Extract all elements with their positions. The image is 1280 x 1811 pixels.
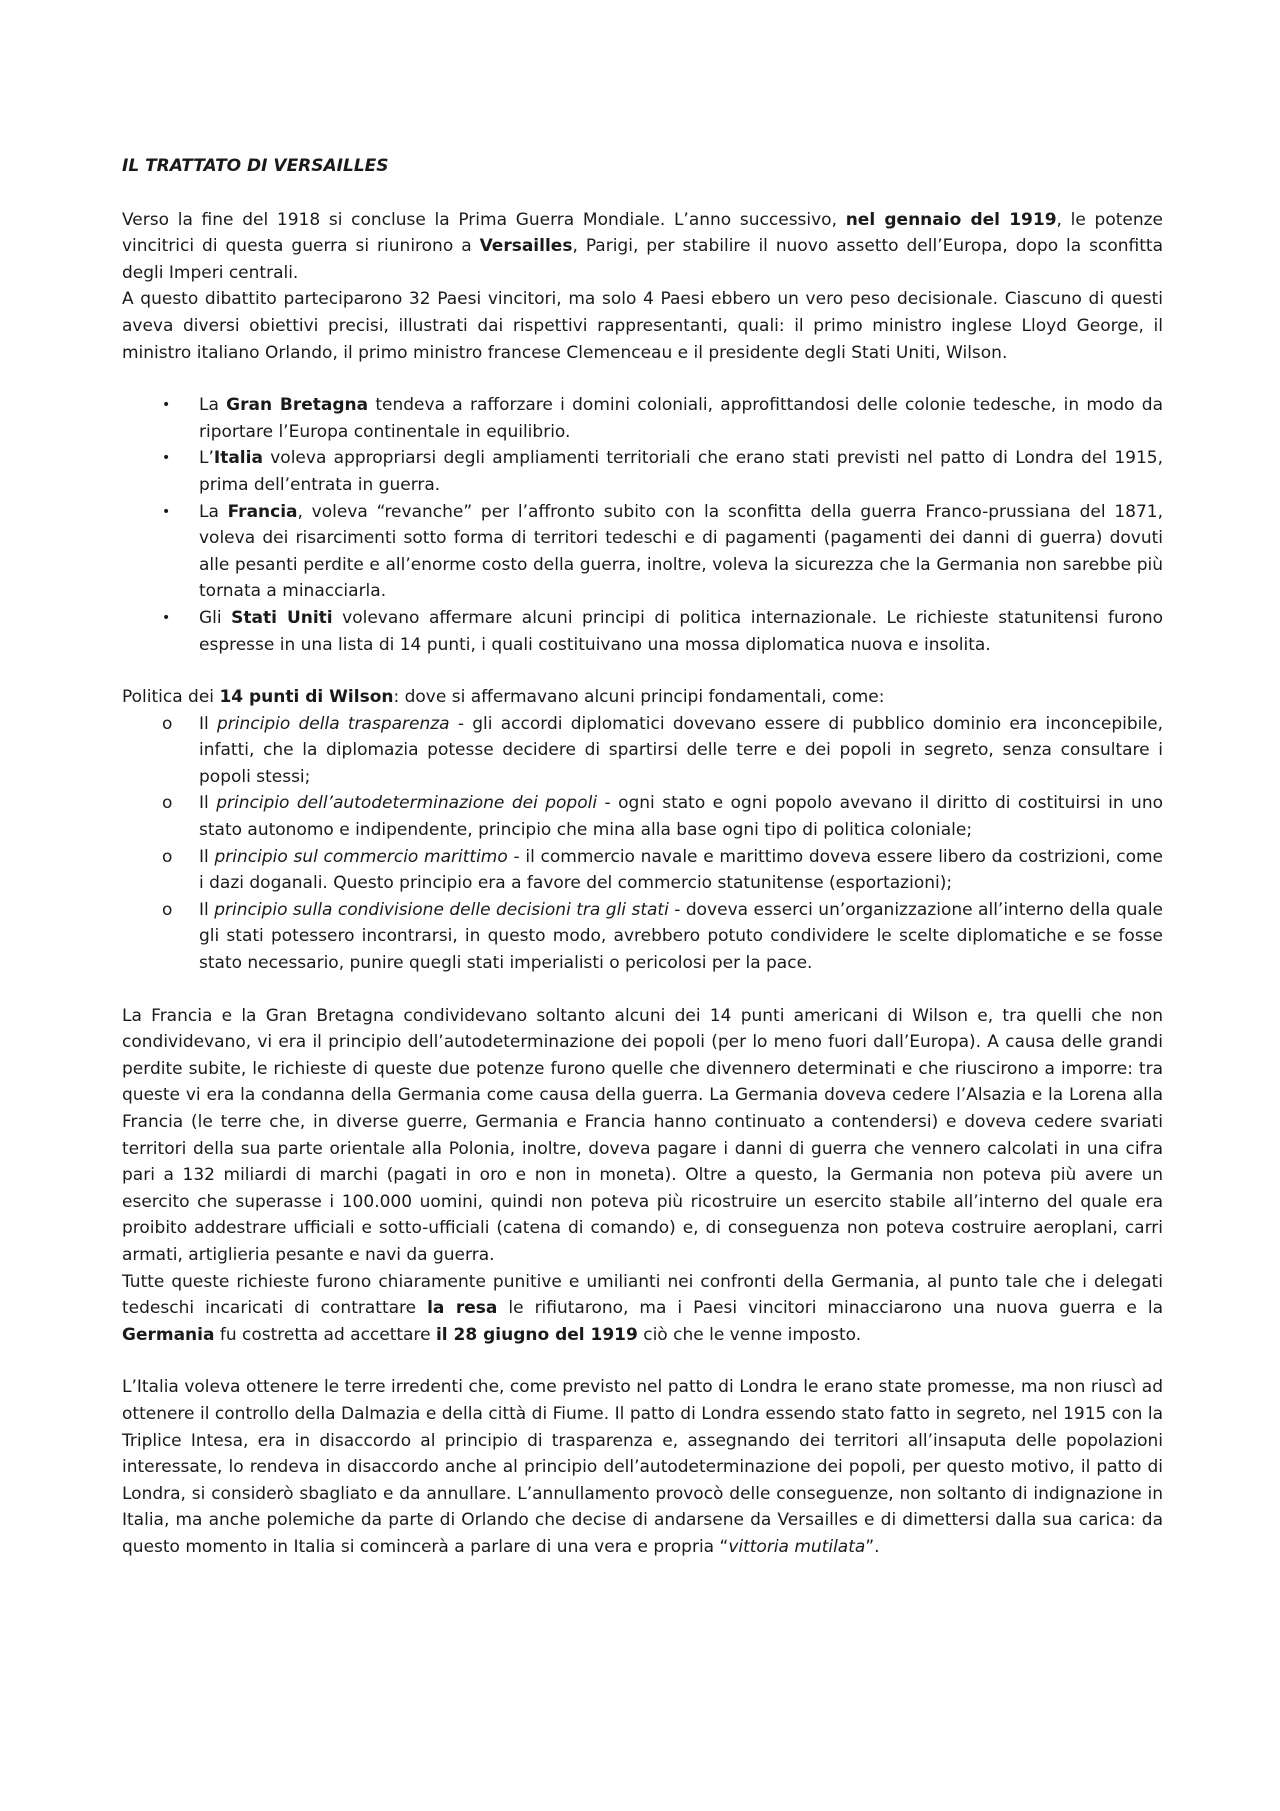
document-page [122, 153, 1163, 1561]
circle-bullet-icon: o [162, 713, 173, 734]
bullet-icon: • [162, 397, 171, 414]
list-item: o Il principio sul commercio marittimo - il commercio navale e marittimo doveva essere libero da costrizioni, come i dazi doganali. Questo principio era a favore del commercio statunitense (esportazioni); [122, 844, 1163, 897]
intro-paragraph-2: A questo dibattito parteciparono 32 Paesi vincitori, ma solo 4 Paesi ebbero un vero peso decisionale. Ciascuno di questi aveva diversi obiettivi precisi, illustrati dai rispettivi rappresentanti, quali: il primo ministro inglese Lloyd George, il ministro italiano Orlando, il primo ministro francese Clemenceau e il presidente degli Stati Uniti, Wilson. [122, 289, 1163, 363]
punitive-paragraph: Tutte queste richieste furono chiaramente punitive e umilianti nei confronti della Germania, al punto tale che i delegati tedeschi incaricati di contrattare la resa le rifiutarono, ma i Paesi vincitori minacciarono una nuova guerra e la Germania fu costretta ad accettare il 28 giugno del 1919 ciò che le venne imposto. [122, 1271, 1163, 1345]
list-item: o Il principio dell’autodeterminazione dei popoli - ogni stato e ogni popolo avevano il diritto di costituirsi in uno stato autonomo e indipendente, principio che mina alla base ogni tipo di politica coloniale; [122, 790, 1163, 843]
intro-paragraph-1: Verso la fine del 1918 si concluse la Prima Guerra Mondiale. L’anno successivo, nel gennaio del 1919, le potenze vincitrici di questa guerra si riunirono a Versailles, Parigi, per stabilire il nuovo assetto dell’Europa, dopo la sconfitta degli Imperi centrali. [122, 209, 1164, 283]
list-item: • La Gran Bretagna tendeva a rafforzare i domini coloniali, approfittandosi delle colonie tedesche, in modo da riportare l’Europa continentale in equilibrio. [122, 392, 1163, 445]
bullet-icon: • [162, 450, 171, 467]
italy-paragraph: L’Italia voleva ottenere le terre irredenti che, come previsto nel patto di Londra le erano state promesse, ma non riuscì ad ottenere il controllo della Dalmazia e della città di Fiume. Il patto di Londra essendo stato fatto in segreto, nel 1915 con la Triplice Intesa, era in disaccordo al principio di trasparenza e, assegnando dei territori all’insaputa delle popolazioni interessate, lo rendeva in disaccordo anche al principio dell’autodeterminazione dei popoli, per questo motivo, il patto di Londra, si considerò sbagliato e da annullare. L’annullamento provocò delle conseguenze, non soltanto di indignazione in Italia, ma anche polemiche da parte di Orlando che decise di andarsene da Versailles e di dimettersi dalla sua carica: da questo momento in Italia si comincerà a parlare di una vera e propria “vittoria mutilata”. [122, 1377, 1163, 1557]
list-item: • L’Italia voleva appropriarsi degli ampliamenti territoriali che erano stati previsti nel patto di Londra del 1915, prima dell’entrata in guerra. [122, 445, 1163, 498]
powers-list [122, 392, 1163, 658]
circle-bullet-icon: o [162, 846, 173, 867]
principles-list [122, 711, 1163, 977]
circle-bullet-icon: o [162, 793, 173, 814]
wilson-paragraph: Politica dei 14 punti di Wilson: dove si affermavano alcuni principi fondamentali, come: [122, 687, 885, 708]
circle-bullet-icon: o [162, 899, 173, 920]
list-item: • Gli Stati Uniti volevano affermare alcuni principi di politica internazionale. Le richieste statunitensi furono espresse in una lista di 14 punti, i quali costituivano una mossa diplomatica nuova e insolita. [122, 605, 1163, 658]
list-item: o Il principio sulla condivisione delle decisioni tra gli stati - doveva esserci un’organizzazione all’interno della quale gli stati potessero incontrarsi, in questo modo, avrebbero potuto condividere le scelte diplomatiche e se fosse stato necessario, punire quegli stati imperialisti o pericolosi per la pace. [122, 897, 1163, 977]
bullet-icon: • [162, 609, 171, 626]
france-paragraph: La Francia e la Gran Bretagna condividevano soltanto alcuni dei 14 punti americani di Wilson e, tra quelli che non condividevano, vi era il principio dell’autodeterminazione dei popoli (per lo meno fuori dall’Europa). A causa delle grandi perdite subite, le richieste di queste due potenze furono quelle che divennero determinati e che riuscirono a imporre: tra queste vi era la condanna della Germania come causa della guerra. La Germania doveva cedere l’Alsazia e la Lorena alla Francia (le terre che, in diverse guerre, Germania e Francia hanno continuato a contendersi) e doveva cedere svariati territori della sua parte orientale alla Polonia, inoltre, doveva pagare i danni di guerra che vennero calcolati in una cifra pari a 132 miliardi di marchi (pagati in oro e non in moneta). Oltre a questo, la Germania non poteva più avere un esercito che superasse i 100.000 uomini, quindi non poteva più ricostruire un esercito stabile all’interno del quale era proibito addestrare ufficiali e sotto-ufficiali (catena di comando) e, di conseguenza non poteva costruire aeroplani, carri armati, artiglieria pesante e navi da guerra. [122, 1005, 1163, 1265]
list-item: • La Francia, voleva “revanche” per l’affronto subito con la sconfitta della guerra Franco-prussiana del 1871, voleva dei risarcimenti sotto forma di territori tedeschi e di pagamenti (pagamenti dei danni di guerra) dovuti alle pesanti perdite e all’enorme costo della guerra, inoltre, voleva la sicurezza che la Germania non sarebbe più tornata a minacciarla. [122, 499, 1163, 605]
document-title: IL TRATTATO DI VERSAILLES [122, 156, 389, 176]
bullet-icon: • [162, 503, 171, 520]
list-item: o Il principio della trasparenza - gli accordi diplomatici dovevano essere di pubblico dominio era inconcepibile, infatti, che la diplomazia potesse decidere di spartirsi delle terre e dei popoli in segreto, senza consultare i popoli stessi; [122, 711, 1163, 791]
